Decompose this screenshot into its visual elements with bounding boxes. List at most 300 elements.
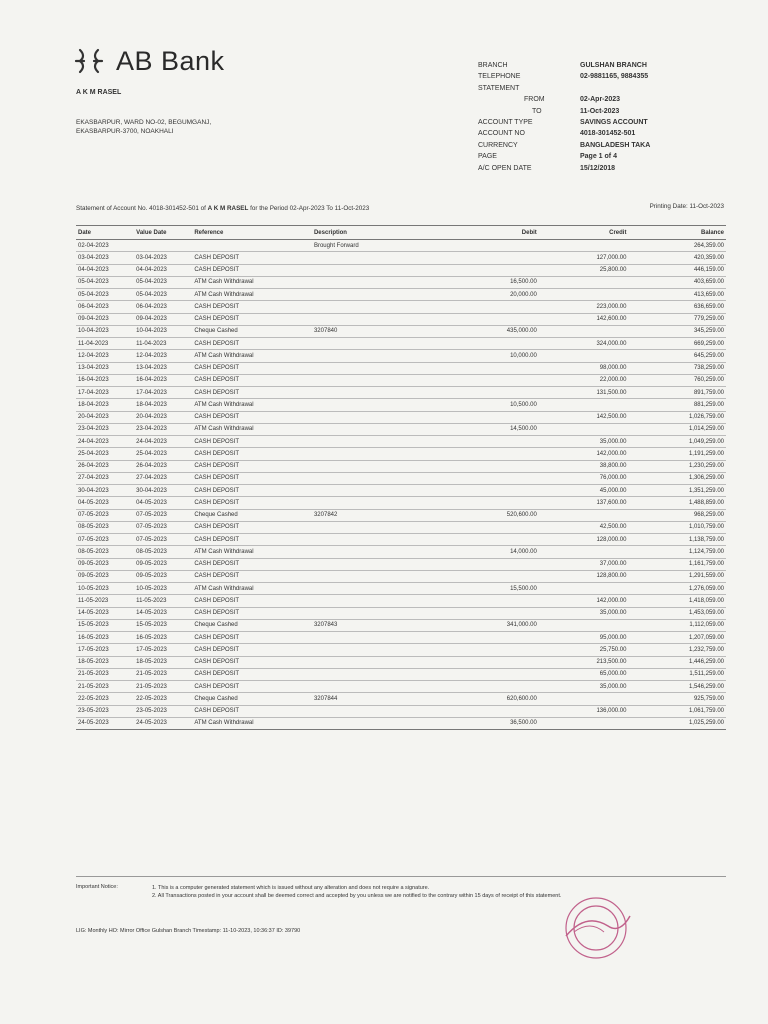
cell-reference: ATM Cash Withdrawal (192, 583, 312, 595)
table-row (76, 252, 726, 264)
cell-balance: 1,191,259.00 (628, 448, 726, 460)
cell-balance: 1,351,259.00 (628, 485, 726, 497)
table-row (76, 558, 726, 570)
cell-debit (431, 460, 539, 472)
ab-bank-logo-icon (72, 44, 106, 78)
cell-reference: CASH DEPOSIT (192, 656, 312, 668)
cell-debit (431, 681, 539, 693)
col-date: Date (76, 226, 134, 240)
cell-date: 16-05-2023 (76, 632, 134, 644)
cell-balance: 968,259.00 (628, 509, 726, 521)
cell-debit: 620,600.00 (431, 693, 539, 705)
cell-credit (539, 546, 629, 558)
cell-balance: 1,546,259.00 (628, 681, 726, 693)
cell-debit (431, 264, 539, 276)
cell-reference: CASH DEPOSIT (192, 632, 312, 644)
cell-description (312, 644, 431, 656)
cell-value-date: 13-04-2023 (134, 362, 192, 374)
cell-balance: 1,010,759.00 (628, 521, 726, 533)
cell-credit (539, 240, 629, 252)
cell-reference: CASH DEPOSIT (192, 472, 312, 484)
cell-value-date: 06-04-2023 (134, 301, 192, 313)
cell-value-date: 18-04-2023 (134, 399, 192, 411)
cell-reference: CASH DEPOSIT (192, 313, 312, 325)
cell-credit: 142,000.00 (539, 595, 629, 607)
cell-credit (539, 289, 629, 301)
cell-value-date: 10-04-2023 (134, 325, 192, 337)
cell-description (312, 301, 431, 313)
cell-date: 18-05-2023 (76, 656, 134, 668)
cell-credit: 324,000.00 (539, 338, 629, 350)
cell-debit (431, 497, 539, 509)
table-row (76, 276, 726, 288)
table-row (76, 387, 726, 399)
cell-date: 12-04-2023 (76, 350, 134, 362)
table-row (76, 534, 726, 546)
cell-description (312, 681, 431, 693)
info-value: 02-9881165, 9884355 (580, 73, 649, 81)
cell-value-date: 08-05-2023 (134, 546, 192, 558)
cell-date: 03-04-2023 (76, 252, 134, 264)
table-row (76, 619, 726, 631)
table-row (76, 313, 726, 325)
table-row (76, 546, 726, 558)
cell-balance: 1,124,759.00 (628, 546, 726, 558)
cell-value-date: 11-05-2023 (134, 595, 192, 607)
cell-debit: 14,000.00 (431, 546, 539, 558)
info-label: CURRENCY (478, 141, 518, 149)
cell-description (312, 399, 431, 411)
cell-debit: 14,500.00 (431, 423, 539, 435)
table-row (76, 717, 726, 729)
table-row (76, 632, 726, 644)
cell-credit: 137,600.00 (539, 497, 629, 509)
bank-name: AB Bank (116, 45, 225, 76)
table-row (76, 705, 726, 717)
cell-reference: Cheque Cashed (192, 693, 312, 705)
cell-credit: 65,000.00 (539, 668, 629, 680)
cell-description: 3207840 (312, 325, 431, 337)
cell-description (312, 705, 431, 717)
info-label: ACCOUNT NO (478, 130, 525, 138)
cell-balance: 403,659.00 (628, 276, 726, 288)
cell-description (312, 387, 431, 399)
cell-reference: CASH DEPOSIT (192, 411, 312, 423)
cell-debit (431, 301, 539, 313)
cell-date: 23-04-2023 (76, 423, 134, 435)
info-value: SAVINGS ACCOUNT (580, 119, 648, 127)
info-value: BANGLADESH TAKA (580, 141, 651, 149)
cell-date: 08-05-2023 (76, 546, 134, 558)
cell-reference: CASH DEPOSIT (192, 558, 312, 570)
cell-reference: Cheque Cashed (192, 325, 312, 337)
cell-value-date: 15-05-2023 (134, 619, 192, 631)
notice-item: 1. This is a computer generated statement which is issued without any alteration and does not require a signature. (152, 885, 430, 891)
cell-value-date: 16-05-2023 (134, 632, 192, 644)
customer-name: A K M RASEL (76, 89, 122, 96)
account-info-labels (478, 60, 545, 174)
cell-credit: 35,000.00 (539, 436, 629, 448)
cell-debit (431, 656, 539, 668)
cell-reference: CASH DEPOSIT (192, 497, 312, 509)
cell-value-date: 24-04-2023 (134, 436, 192, 448)
cell-debit (431, 252, 539, 264)
cell-balance: 1,453,059.00 (628, 607, 726, 619)
cell-value-date: 21-05-2023 (134, 668, 192, 680)
cell-balance: 1,276,059.00 (628, 583, 726, 595)
cell-debit (431, 632, 539, 644)
table-row (76, 668, 726, 680)
footer-divider (76, 876, 726, 877)
cell-date: 21-05-2023 (76, 668, 134, 680)
cell-reference: CASH DEPOSIT (192, 252, 312, 264)
cell-value-date: 05-04-2023 (134, 289, 192, 301)
cell-debit (431, 570, 539, 582)
transactions-body (76, 240, 726, 730)
bank-logo (72, 44, 225, 78)
cell-balance: 1,306,259.00 (628, 472, 726, 484)
table-row (76, 497, 726, 509)
cell-balance: 420,359.00 (628, 252, 726, 264)
table-row (76, 301, 726, 313)
table-row (76, 607, 726, 619)
cell-date: 26-04-2023 (76, 460, 134, 472)
table-row (76, 570, 726, 582)
cell-date: 09-05-2023 (76, 570, 134, 582)
table-row (76, 399, 726, 411)
cell-reference: CASH DEPOSIT (192, 705, 312, 717)
cell-debit: 10,000.00 (431, 350, 539, 362)
statement-prefix: Statement of Account No. 4018-301452-501 of (76, 205, 206, 212)
cell-debit: 20,000.00 (431, 289, 539, 301)
cell-balance: 1,418,059.00 (628, 595, 726, 607)
cell-debit (431, 338, 539, 350)
table-row (76, 485, 726, 497)
cell-description (312, 423, 431, 435)
cell-description (312, 521, 431, 533)
cell-value-date: 03-04-2023 (134, 252, 192, 264)
cell-value-date: 20-04-2023 (134, 411, 192, 423)
cell-date: 11-05-2023 (76, 595, 134, 607)
cell-value-date: 07-05-2023 (134, 521, 192, 533)
cell-credit: 142,500.00 (539, 411, 629, 423)
info-value: GULSHAN BRANCH (580, 62, 647, 69)
table-row (76, 460, 726, 472)
cell-date: 09-05-2023 (76, 558, 134, 570)
cell-balance: 760,259.00 (628, 374, 726, 386)
notice-label: Important Notice: (76, 884, 118, 890)
cell-value-date: 16-04-2023 (134, 374, 192, 386)
cell-value-date: 11-04-2023 (134, 338, 192, 350)
cell-date: 05-04-2023 (76, 289, 134, 301)
cell-credit (539, 350, 629, 362)
cell-credit (539, 693, 629, 705)
cell-date: 27-04-2023 (76, 472, 134, 484)
printing-date: Printing Date: 11-Oct-2023 (649, 203, 724, 210)
cell-description (312, 362, 431, 374)
transactions-table (76, 225, 726, 730)
cell-value-date: 07-05-2023 (134, 509, 192, 521)
info-value: 02-Apr-2023 (580, 96, 621, 104)
cell-credit (539, 583, 629, 595)
cell-balance: 881,259.00 (628, 399, 726, 411)
table-row (76, 595, 726, 607)
cell-reference: CASH DEPOSIT (192, 460, 312, 472)
cell-value-date: 30-04-2023 (134, 485, 192, 497)
info-value (580, 83, 650, 94)
cell-description (312, 656, 431, 668)
cell-reference: CASH DEPOSIT (192, 595, 312, 607)
cell-description (312, 448, 431, 460)
cell-balance: 645,259.00 (628, 350, 726, 362)
cell-reference: CASH DEPOSIT (192, 607, 312, 619)
cell-debit: 10,500.00 (431, 399, 539, 411)
cell-date: 22-05-2023 (76, 693, 134, 705)
customer-address (76, 118, 211, 136)
cell-date: 24-05-2023 (76, 717, 134, 729)
table-row (76, 362, 726, 374)
cell-date: 08-05-2023 (76, 521, 134, 533)
cell-reference: CASH DEPOSIT (192, 301, 312, 313)
cell-value-date: 26-04-2023 (134, 460, 192, 472)
cell-debit (431, 534, 539, 546)
statement-holder: A K M RASEL (207, 205, 249, 212)
cell-description: 3207844 (312, 693, 431, 705)
cell-debit (431, 387, 539, 399)
table-row (76, 644, 726, 656)
cell-reference: CASH DEPOSIT (192, 570, 312, 582)
table-row (76, 289, 726, 301)
cell-value-date: 25-04-2023 (134, 448, 192, 460)
cell-reference: Cheque Cashed (192, 619, 312, 631)
cell-credit: 76,000.00 (539, 472, 629, 484)
cell-balance: 446,159.00 (628, 264, 726, 276)
cell-description (312, 338, 431, 350)
cell-date: 25-04-2023 (76, 448, 134, 460)
col-balance: Balance (628, 226, 726, 240)
cell-value-date: 22-05-2023 (134, 693, 192, 705)
cell-debit (431, 240, 539, 252)
cell-description (312, 350, 431, 362)
cell-credit: 38,800.00 (539, 460, 629, 472)
cell-description (312, 583, 431, 595)
cell-debit: 341,000.00 (431, 619, 539, 631)
cell-value-date: 09-05-2023 (134, 558, 192, 570)
cell-debit (431, 607, 539, 619)
cell-date: 16-04-2023 (76, 374, 134, 386)
address-line: EKASBARPUR, WARD NO-02, BEGUMGANJ, (76, 119, 212, 126)
cell-value-date: 09-05-2023 (134, 570, 192, 582)
cell-credit: 35,000.00 (539, 681, 629, 693)
cell-credit: 95,000.00 (539, 632, 629, 644)
cell-reference: ATM Cash Withdrawal (192, 289, 312, 301)
cell-balance: 1,026,759.00 (628, 411, 726, 423)
cell-date: 18-04-2023 (76, 399, 134, 411)
cell-balance: 1,025,259.00 (628, 717, 726, 729)
cell-date: 10-05-2023 (76, 583, 134, 595)
cell-credit: 42,500.00 (539, 521, 629, 533)
cell-description (312, 607, 431, 619)
cell-description (312, 460, 431, 472)
cell-value-date: 23-05-2023 (134, 705, 192, 717)
cell-date: 20-04-2023 (76, 411, 134, 423)
cell-reference: ATM Cash Withdrawal (192, 350, 312, 362)
cell-reference: ATM Cash Withdrawal (192, 717, 312, 729)
cell-credit: 25,800.00 (539, 264, 629, 276)
cell-date: 23-05-2023 (76, 705, 134, 717)
cell-reference: ATM Cash Withdrawal (192, 546, 312, 558)
table-row (76, 325, 726, 337)
cell-credit: 213,500.00 (539, 656, 629, 668)
cell-value-date: 18-05-2023 (134, 656, 192, 668)
cell-debit (431, 313, 539, 325)
cell-credit: 25,750.00 (539, 644, 629, 656)
cell-balance: 1,112,059.00 (628, 619, 726, 631)
info-value: Page 1 of 4 (580, 153, 617, 161)
cell-credit (539, 276, 629, 288)
cell-credit: 131,500.00 (539, 387, 629, 399)
cell-credit: 142,600.00 (539, 313, 629, 325)
cell-debit: 16,500.00 (431, 276, 539, 288)
cell-value-date: 12-04-2023 (134, 350, 192, 362)
cell-description (312, 289, 431, 301)
cell-balance: 738,259.00 (628, 362, 726, 374)
info-value: 4018-301452-501 (580, 130, 636, 138)
statement-title (76, 205, 369, 212)
table-row (76, 436, 726, 448)
cell-date: 30-04-2023 (76, 485, 134, 497)
cell-reference: ATM Cash Withdrawal (192, 276, 312, 288)
cell-date: 10-04-2023 (76, 325, 134, 337)
cell-description: Brought Forward (312, 240, 431, 252)
cell-description: 3207842 (312, 509, 431, 521)
cell-description (312, 252, 431, 264)
cell-reference: CASH DEPOSIT (192, 338, 312, 350)
cell-balance: 1,049,259.00 (628, 436, 726, 448)
cell-debit (431, 374, 539, 386)
info-value: 15/12/2018 (580, 164, 616, 172)
cell-description (312, 570, 431, 582)
cell-credit: 223,000.00 (539, 301, 629, 313)
cell-debit (431, 521, 539, 533)
cell-credit (539, 399, 629, 411)
cell-credit: 128,800.00 (539, 570, 629, 582)
cell-credit: 22,000.00 (539, 374, 629, 386)
cell-value-date: 17-05-2023 (134, 644, 192, 656)
table-row (76, 411, 726, 423)
cell-reference: CASH DEPOSIT (192, 387, 312, 399)
cell-balance: 1,446,259.00 (628, 656, 726, 668)
account-info-values (580, 60, 650, 174)
cell-date: 17-05-2023 (76, 644, 134, 656)
cell-balance: 413,659.00 (628, 289, 726, 301)
cell-description (312, 264, 431, 276)
cell-debit (431, 485, 539, 497)
col-credit: Credit (539, 226, 629, 240)
cell-value-date: 05-04-2023 (134, 276, 192, 288)
cell-credit (539, 619, 629, 631)
table-row (76, 509, 726, 521)
col-debit: Debit (431, 226, 539, 240)
cell-date: 09-04-2023 (76, 313, 134, 325)
cell-debit: 435,000.00 (431, 325, 539, 337)
info-label: TELEPHONE (478, 73, 521, 81)
cell-description (312, 374, 431, 386)
cell-date: 06-04-2023 (76, 301, 134, 313)
cell-balance: 1,207,059.00 (628, 632, 726, 644)
cell-value-date: 27-04-2023 (134, 472, 192, 484)
table-row (76, 656, 726, 668)
cell-value-date: 09-04-2023 (134, 313, 192, 325)
cell-description (312, 668, 431, 680)
cell-value-date: 23-04-2023 (134, 423, 192, 435)
cell-reference: CASH DEPOSIT (192, 264, 312, 276)
cell-value-date: 10-05-2023 (134, 583, 192, 595)
cell-date: 14-05-2023 (76, 607, 134, 619)
cell-description (312, 558, 431, 570)
cell-balance: 1,161,759.00 (628, 558, 726, 570)
cell-balance: 636,659.00 (628, 301, 726, 313)
cell-value-date (134, 240, 192, 252)
cell-credit (539, 509, 629, 521)
cell-debit (431, 472, 539, 484)
cell-date: 02-04-2023 (76, 240, 134, 252)
cell-reference: CASH DEPOSIT (192, 448, 312, 460)
cell-debit (431, 448, 539, 460)
cell-date: 17-04-2023 (76, 387, 134, 399)
cell-date: 04-05-2023 (76, 497, 134, 509)
cell-date: 15-05-2023 (76, 619, 134, 631)
cell-balance: 1,014,259.00 (628, 423, 726, 435)
cell-balance: 779,259.00 (628, 313, 726, 325)
info-label: FROM (524, 96, 545, 104)
table-row (76, 693, 726, 705)
cell-date: 11-04-2023 (76, 338, 134, 350)
cell-balance: 345,259.00 (628, 325, 726, 337)
cell-balance: 1,230,259.00 (628, 460, 726, 472)
cell-reference: CASH DEPOSIT (192, 668, 312, 680)
cell-debit (431, 362, 539, 374)
cell-value-date: 04-05-2023 (134, 497, 192, 509)
table-header-row (76, 226, 726, 240)
col-value-date: Value Date (134, 226, 192, 240)
cell-balance: 264,359.00 (628, 240, 726, 252)
cell-debit (431, 595, 539, 607)
table-row (76, 338, 726, 350)
cell-balance: 1,232,759.00 (628, 644, 726, 656)
cell-credit (539, 325, 629, 337)
col-reference: Reference (192, 226, 312, 240)
cell-balance: 1,291,559.00 (628, 570, 726, 582)
bank-seal-stamp-icon (556, 892, 636, 962)
cell-credit: 128,000.00 (539, 534, 629, 546)
cell-balance: 1,138,759.00 (628, 534, 726, 546)
cell-debit: 15,500.00 (431, 583, 539, 595)
cell-value-date: 07-05-2023 (134, 534, 192, 546)
cell-reference: CASH DEPOSIT (192, 534, 312, 546)
cell-credit: 98,000.00 (539, 362, 629, 374)
cell-description (312, 472, 431, 484)
cell-date: 13-04-2023 (76, 362, 134, 374)
cell-reference: CASH DEPOSIT (192, 485, 312, 497)
cell-balance: 891,759.00 (628, 387, 726, 399)
address-line: EKASBARPUR-3700, NOAKHALI (76, 128, 174, 135)
cell-balance: 1,061,759.00 (628, 705, 726, 717)
table-row (76, 240, 726, 252)
cell-reference: ATM Cash Withdrawal (192, 399, 312, 411)
cell-balance: 925,759.00 (628, 693, 726, 705)
cell-credit: 37,000.00 (539, 558, 629, 570)
